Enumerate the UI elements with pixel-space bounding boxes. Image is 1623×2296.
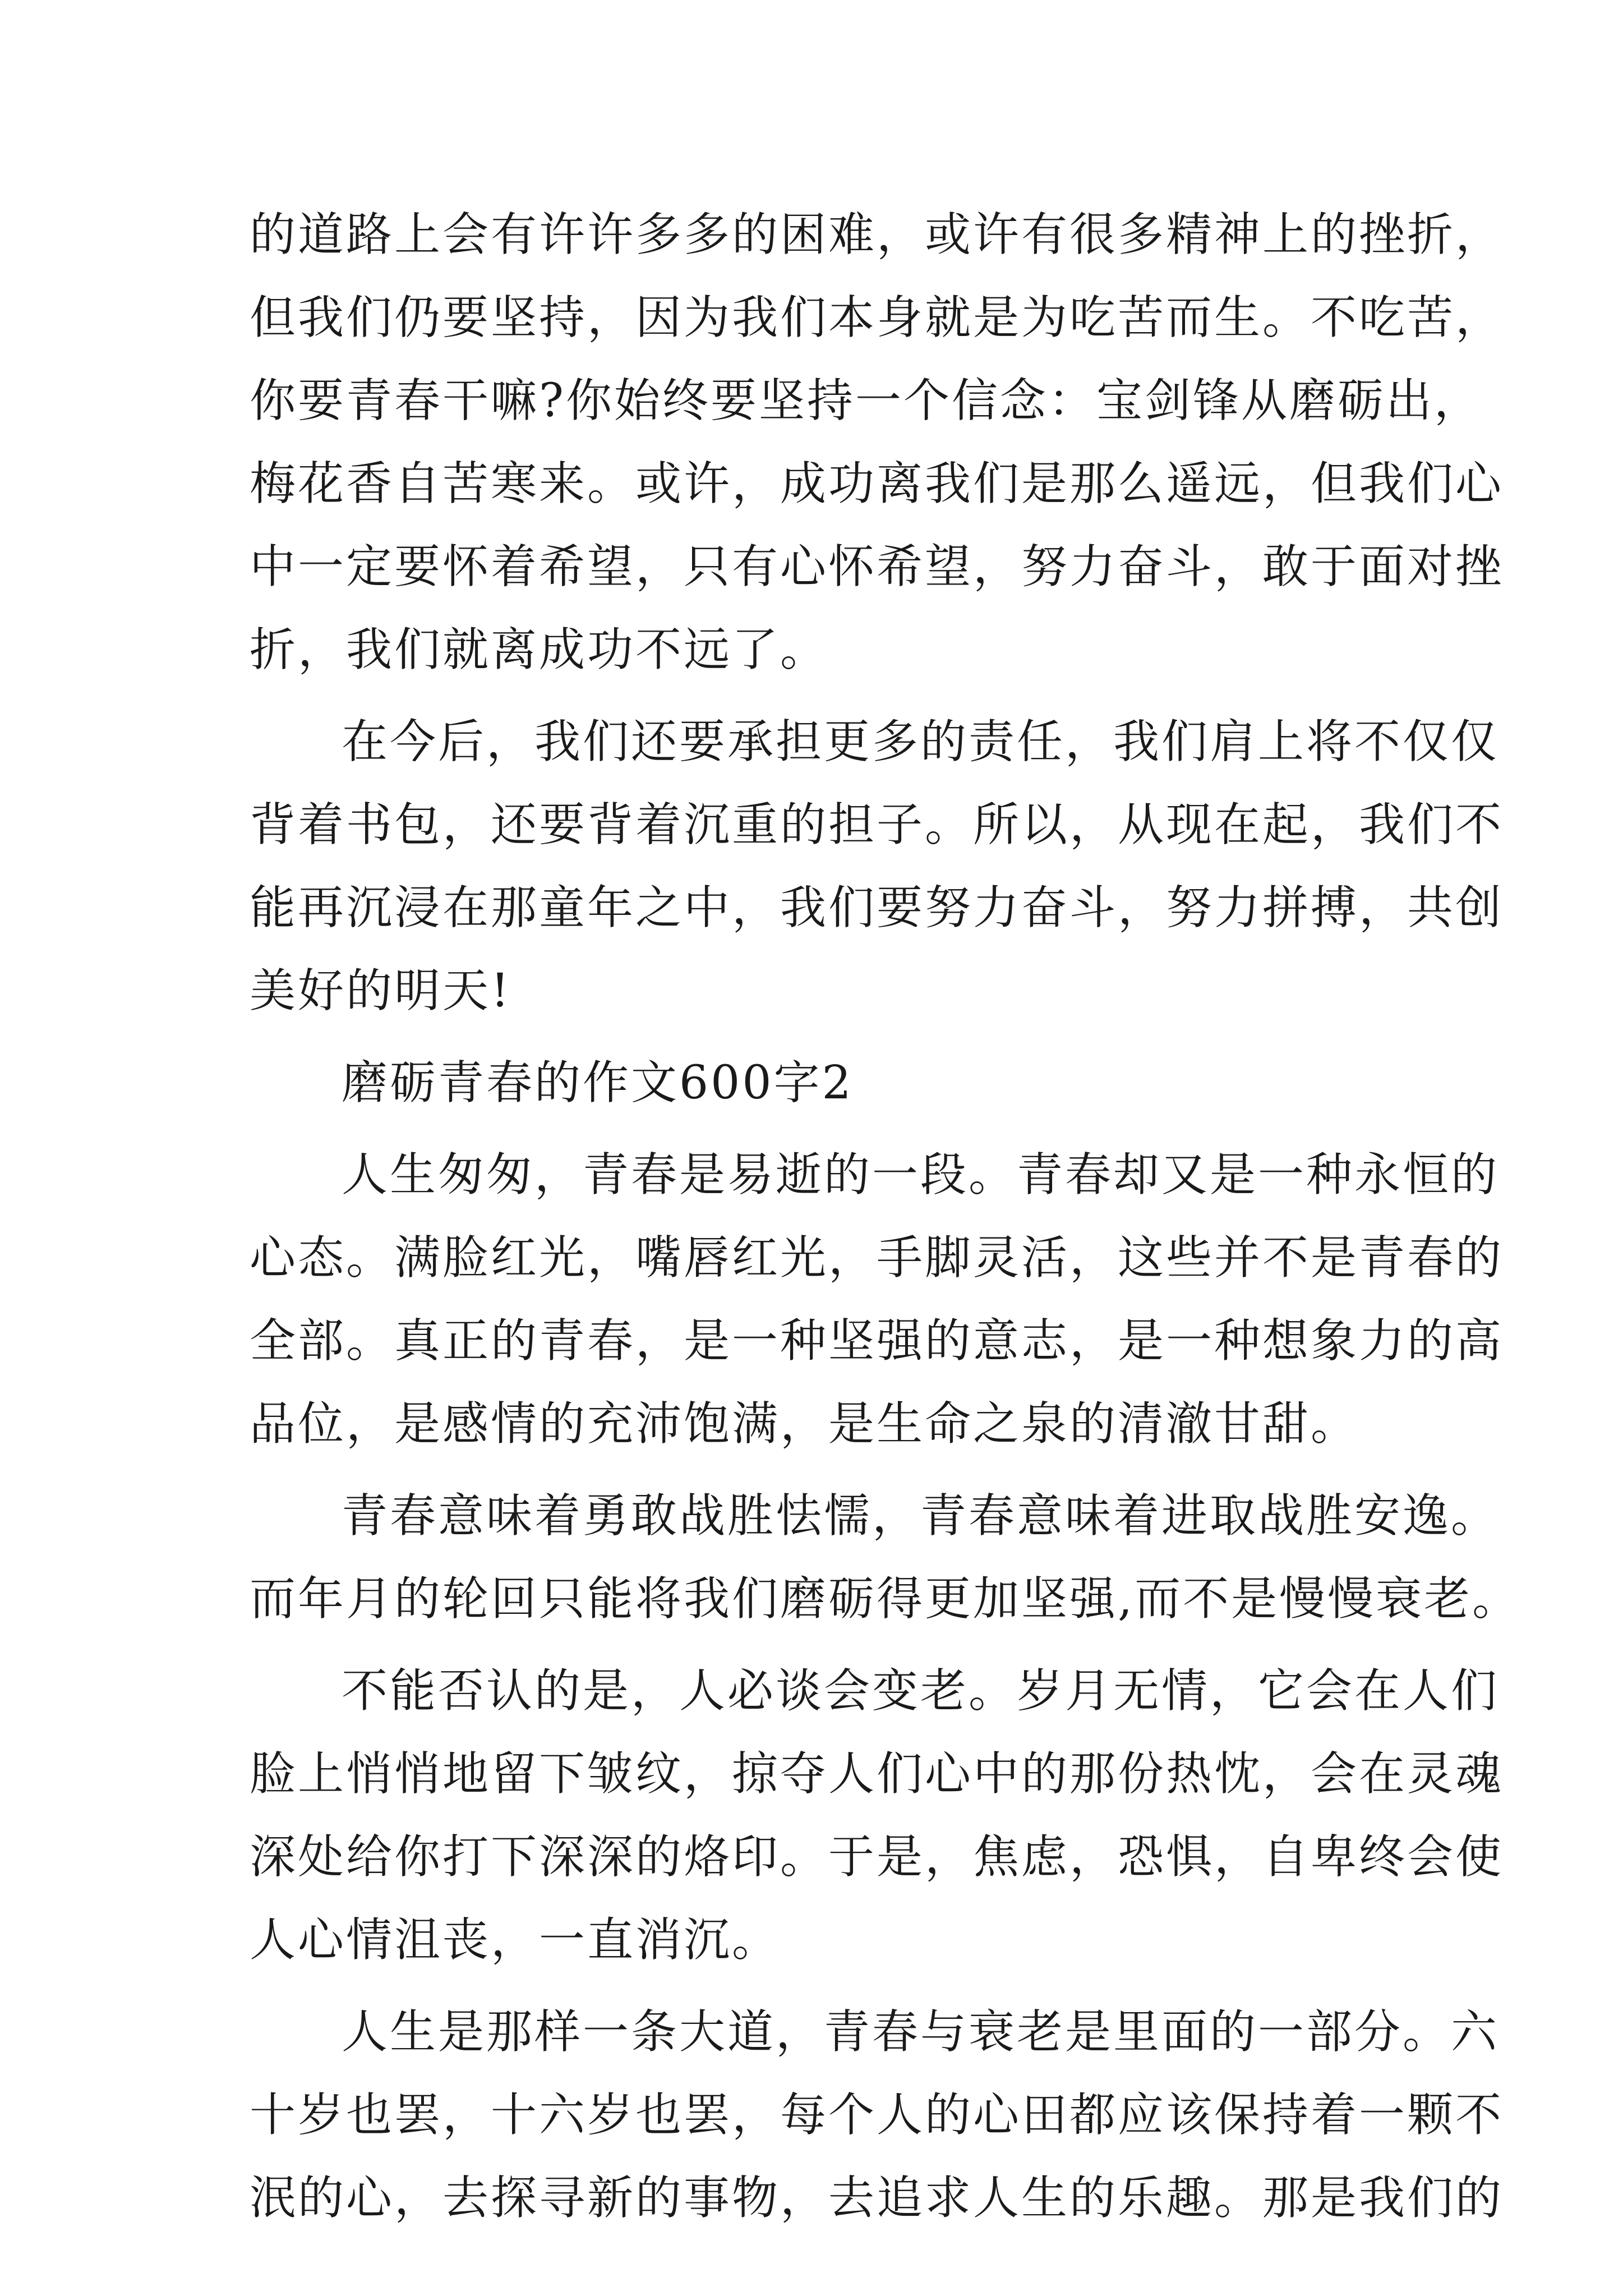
text-line: 人生匆匆，青春是易逝的一段。青春却又是一种永恒的 (342, 1148, 1500, 1202)
paragraph (250, 194, 1504, 692)
text-line: 深处给你打下深深的烙印。于是，焦虑，恐惧，自卑终会使 (250, 1830, 1504, 1884)
section-title: 磨砺青春的作文600字2 (342, 1056, 854, 1110)
paragraph (250, 1650, 1504, 1982)
text-line: 你要青春干嘛?你始终要坚持一个信念：宝剑锋从磨砺出， (250, 374, 1482, 427)
text-line: 不能否认的是，人必谈会变老。岁月无情，它会在人们 (342, 1664, 1500, 1718)
text-line: 心态。满脸红光，嘴唇红光，手脚灵活，这些并不是青春的 (250, 1231, 1504, 1285)
text-line: 背着书包，还要背着沉重的担子。所以，从现在起，我们不 (250, 798, 1504, 852)
paragraph (250, 1991, 1504, 2240)
paragraph-gap (250, 1033, 1410, 1042)
paragraph-gap (250, 1125, 1410, 1134)
text-line: 中一定要怀着希望，只有心怀希望，努力奋斗，敢于面对挫 (250, 540, 1504, 593)
text-line: 折，我们就离成功不远了。 (250, 623, 829, 677)
text-line: 十岁也罢，十六岁也罢，每个人的心田都应该保持着一颗不 (250, 2088, 1504, 2142)
paragraph-gap (250, 1982, 1410, 1991)
paragraph (250, 1134, 1504, 1466)
text-line: 而年月的轮回只能将我们磨砺得更加坚强,而不是慢慢衰老。 (250, 1572, 1521, 1626)
text-line: 脸上悄悄地留下皱纹，掠夺人们心中的那份热忱，会在灵魂 (250, 1747, 1504, 1801)
text-line: 全部。真正的青春，是一种坚强的意志，是一种想象力的高 (250, 1314, 1504, 1368)
paragraph-gap (250, 692, 1410, 701)
paragraph-gap (250, 1641, 1410, 1650)
text-line: 泯的心，去探寻新的事物，去追求人生的乐趣。那是我们的 (250, 2171, 1504, 2225)
text-line: 但我们仍要坚持，因为我们本身就是为吃苦而生。不吃苦， (250, 291, 1504, 344)
text-line: 青春意味着勇敢战胜怯懦，青春意味着进取战胜安逸。 (342, 1489, 1500, 1543)
text-line: 的道路上会有许许多多的困难，或许有很多精神上的挫折， (250, 208, 1504, 261)
text-line: 能再沉浸在那童年之中，我们要努力奋斗，努力拼搏，共创 (250, 881, 1504, 935)
essay-body (250, 194, 1521, 2240)
paragraph (250, 1475, 1521, 1641)
paragraph-gap (250, 1466, 1410, 1475)
text-line: 在今后，我们还要承担更多的责任，我们肩上将不仅仅 (342, 715, 1500, 769)
text-line: 梅花香自苦寒来。或许，成功离我们是那么遥远，但我们心 (250, 457, 1504, 510)
text-line: 品位，是感情的充沛饱满，是生命之泉的清澈甘甜。 (250, 1397, 1359, 1451)
section-heading (250, 1042, 1410, 1125)
text-line: 人心情沮丧，一直消沉。 (250, 1913, 781, 1967)
paragraph (250, 701, 1504, 1033)
text-line: 美好的明天! (250, 964, 511, 1018)
text-line: 人生是那样一条大道，青春与衰老是里面的一部分。六 (342, 2005, 1500, 2059)
